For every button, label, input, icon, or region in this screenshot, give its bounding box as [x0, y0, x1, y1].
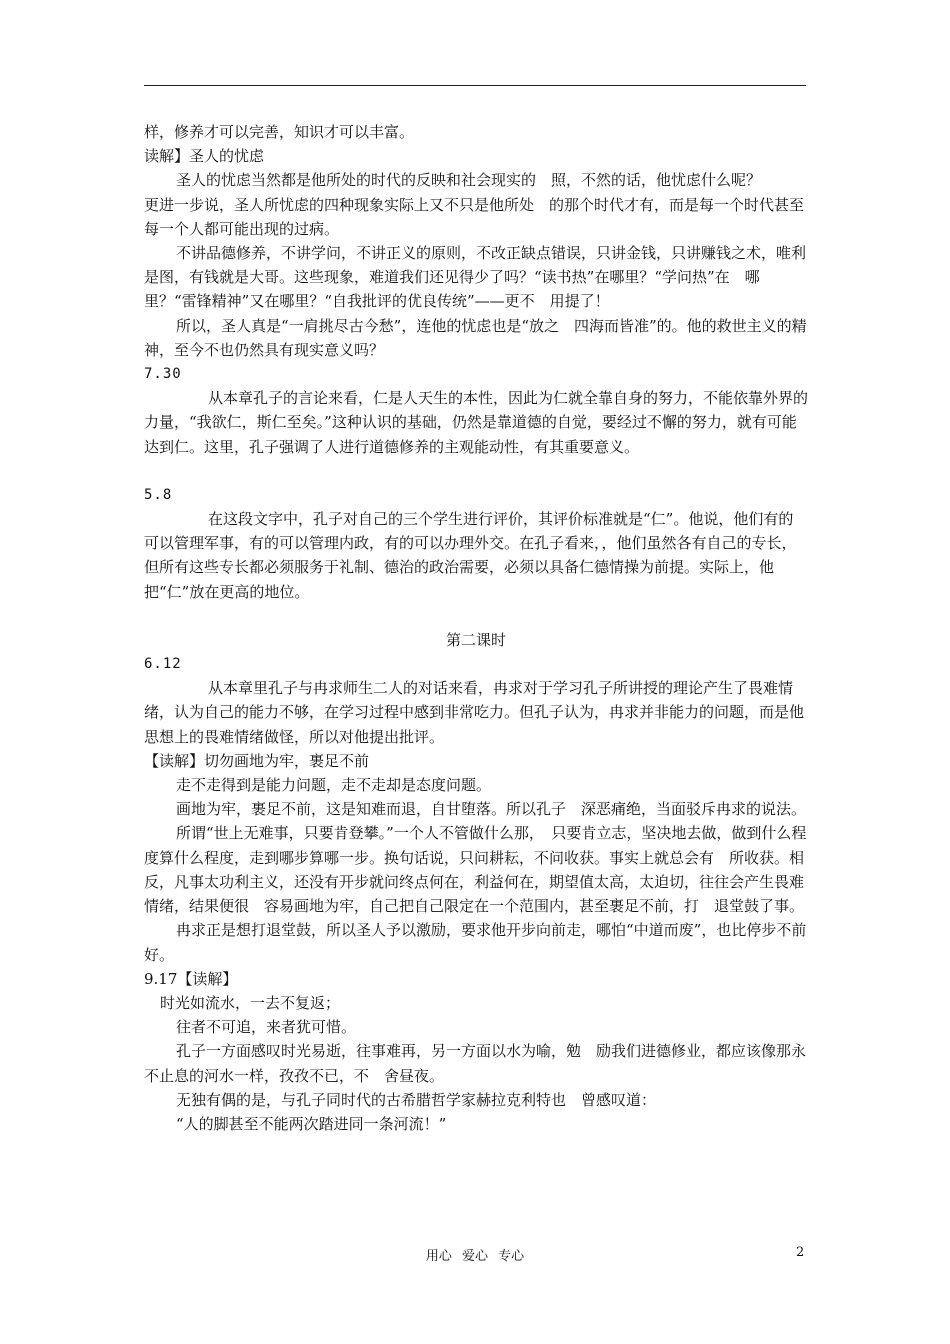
document-body [144, 120, 808, 1136]
paragraph: 样，修养才可以完善，知识才可以丰富。 [144, 123, 415, 141]
paragraph: 从本章孔子的言论来看，仁是人天生的本性，因此为仁就全靠自身的努力，不能依靠外界的力量，“我欲仁，斯仁至矣。”这种认识的基础，仍然是靠道德的自觉，要经过不懈的努力，就有可能达到仁。这里，孔子强调了人进行道德修养的主观能动性，有其重要意义。 [144, 389, 809, 456]
paragraph: 不讲品德修养，不讲学问，不讲正义的原则，不改正缺点错误，只讲金钱，只讲赚钱之术，唯利是图，有钱就是大哥。这些现象，难道我们还见得少了吗？“读书热”在哪里？“学问热”在 哪里？“雷锋精神”又在哪里？“自我批评的优良传统”——更不 用提了！ [144, 244, 807, 311]
section-number: 7.30 [144, 366, 182, 383]
section-heading: 读解】圣人的忧虑 [144, 147, 265, 166]
paragraph: 画地为牢，裹足不前，这是知难而退，自甘堕落。所以孔子 深恶痛绝，当面驳斥冉求的说法。 [176, 800, 807, 819]
paragraph: 无独有偶的是，与孔子同时代的古希腊哲学家赫拉克利特也 曾感叹道： [176, 1090, 657, 1109]
paragraph: 圣人的忧虑当然都是他所处的时代的反映和社会现实的 照，不然的话，他忧虑什么呢？ 更进一步说，圣人所忧虑的四种现象实际上又不只是他所处 的那个时代才有，而是每一个时代甚至每一个人都可能出现的过病。 [144, 171, 807, 238]
paragraph: 走不走得到是能力问题，走不走却是态度问题。 [176, 776, 492, 795]
verse-line: 时光如流水，一去不复返； [160, 993, 341, 1012]
page-number: 2 [796, 1245, 805, 1260]
section-heading: 【读解】切勿画地为牢，裹足不前 [144, 751, 370, 770]
lesson-heading: 第二课时 [445, 630, 506, 649]
section-heading: 9.17【读解】 [144, 969, 238, 988]
quote: “人的脚甚至不能两次踏进同一条河流！” [176, 1114, 447, 1133]
paragraph: 所以，圣人真是“一肩挑尽古今愁”，连他的忧虑也是“放之 四海而皆准”的。他的救世主义的精神，至今不也仍然具有现实意义吗？ [144, 316, 807, 359]
paragraph: 所谓“世上无难事，只要肯登攀。”一个人不管做什么那， 只要肯立志，坚决地去做，做到什么程度算什么程度，走到哪步算哪一步。换句话说，只问耕耘，不问收获。事实上就总会有 所收获。相反，凡事太功利主义，还没有开步就问终点何在，利益何在，期望值太高，太迫切，往往会产生畏难情绪，结果便很 容易画地为牢，自己把自己限定在一个范围内，甚至裹足不前，打 退堂鼓了事。 [144, 824, 807, 916]
paragraph: 冉求正是想打退堂鼓，所以圣人予以激励，要求他开步向前走，哪怕“中道而废”，也比停步不前好。 [144, 921, 807, 964]
section-number: 6.12 [144, 656, 182, 673]
paragraph: 孔子一方面感叹时光易逝，往事难再，另一方面以水为喻，勉 励我们进德修业，都应该像那永不止息的河水一样，孜孜不已，不 舍昼夜。 [144, 1042, 807, 1085]
header-rule [144, 85, 806, 86]
verse-line: 往者不可追，来者犹可惜。 [176, 1018, 357, 1037]
paragraph: 在这段文字中，孔子对自己的三个学生进行评价，其评价标准就是“仁”。他说，他们有的可以管理军事，有的可以管理内政，有的可以办理外交。在孔子看来，，他们虽然各有自己的专长，但所有这些专长都必须服务于礼制、德治的政治需要，必须以具备仁德情操为前提。实际上，他把“仁”放在更高的地位。 [144, 510, 797, 601]
section-number: 5.8 [144, 486, 173, 503]
paragraph: 从本章里孔子与冉求师生二人的对话来看，冉求对于学习孔子所讲授的理论产生了畏难情绪，认为自己的能力不够，在学习过程中感到非常吃力。但孔子认为，冉求并非能力的问题，而是他思想上的畏难情绪做怪，所以对他提出批评。 [144, 679, 805, 746]
footer-text: 用心 爱心 专心 [425, 1249, 525, 1264]
